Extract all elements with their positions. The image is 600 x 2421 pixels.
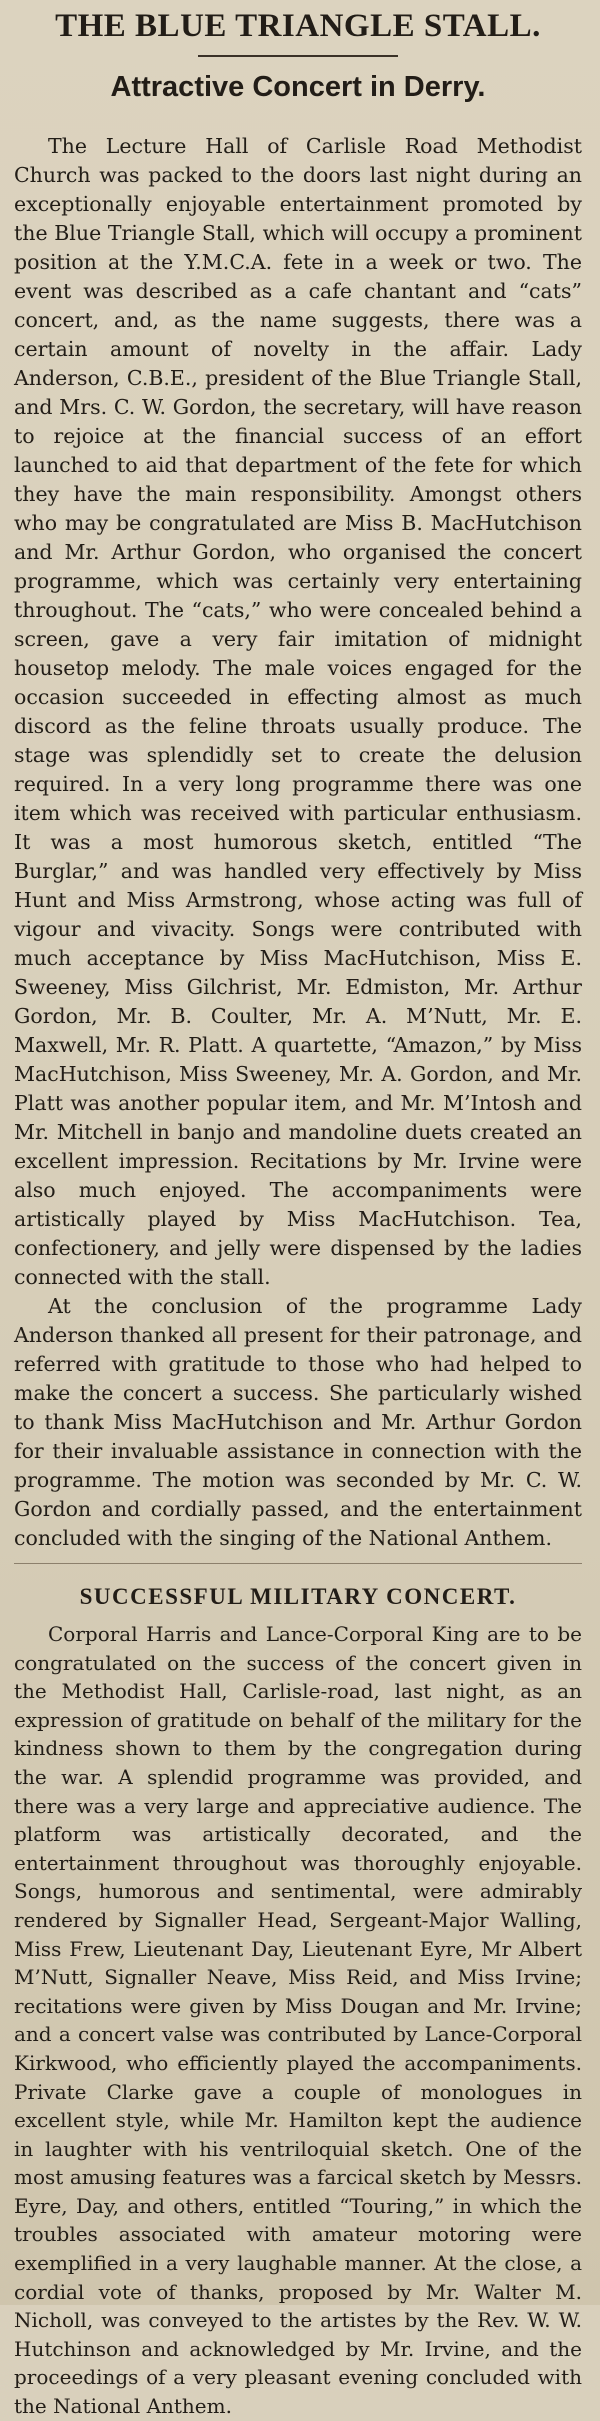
article-paragraph-2: At the conclusion of the programme Lady Anderson thanked all present for their patronage, and referred with gratitude to those who had helped to make the concert a success. She particularly wished to thank Miss MacHutchison and Mr. Arthur Gordon for their invaluable assistance in connection with the programme. The motion was seconded by Mr. C. W. Gordon and cordially passed, and the entertainment concluded with the singing of the National Anthem. (14, 1294, 582, 1550)
second-article-paragraph-1: Corporal Harris and Lance-Corporal King are to be congratulated on the success of the concert given in the Methodist Hall, Carlisle-road, last night, as an expression of gratitude on behalf of the military for the kindness shown to them by the congregation during the war. A splendid programme was provided, and there was a very large and appreciative audience. The platform was artistically decorated, and the entertainment throughout was thoroughly enjoyable. Songs, humorous and sentimental, were admirably rendered by Signaller Head, Sergeant-Major Walling, Miss Frew, Lieutenant Day, Lieutenant Eyre, Mr Albert M’Nutt, Signaller Neave, Miss Reid, and Miss Irvine; recitations were given by Miss Dougan and Mr. Irvine; and a concert valse was contributed by Lance-Corporal Kirkwood, who efficiently played the accompaniments. Private Clarke gave a couple of monologues in excellent style, while Mr. Hamilton kept the audience in laughter with his ventriloquial sketch. One of the most amusing features was a farcical sketch by Messrs. Eyre, Day, and others, entitled “Touring,” in which the troubles associated with amateur motoring were exemplified in a very laughable manner. At the close, a cordial vote of thanks, proposed by Mr. Walter M. Nicholl, was conveyed to the artistes by the Rev. W. W. Hutchinson and acknowledged by Mr. Irvine, and the proceedings of a very pleasant evening concluded with the National Anthem. (14, 1622, 582, 2419)
headline-rule (198, 55, 398, 57)
subheadline: Attractive Concert in Derry. (110, 71, 486, 103)
section-divider (14, 1563, 582, 1564)
second-article-title: SUCCESSFUL MILITARY CONCERT. (79, 1584, 517, 1609)
article-military-concert (14, 1584, 582, 2421)
article-paragraph-1: The Lecture Hall of Carlisle Road Methodist Church was packed to the doors last night during an exceptionally enjoyable entertainment promoted by the Blue Triangle Stall, which will occupy a prominent position at the Y.M.C.A. fete in a week or two. The event was described as a cafe chantant and “cats” concert, and, as the name suggests, there was a certain amount of novelty in the affair. Lady Anderson, C.B.E., president of the Blue Triangle Stall, and Mrs. C. W. Gordon, the secretary, will have reason to rejoice at the financial success of an effort launched to aid that department of the fete for which they have the main responsibility. Amongst others who may be congratulated are Miss B. MacHutchison and Mr. Arthur Gordon, who organised the concert programme, which was certainly very entertaining throughout. The “cats,” who were concealed behind a screen, gave a very fair imitation of midnight housetop melody. The male voices engaged for the occasion succeeded in effecting almost as much discord as the feline throats usually produce. The stage was splendidly set to create the delusion required. In a very long programme there was one item which was received with particular enthusiasm. It was a most humorous sketch, entitled “The Burglar,” and was handled very effectively by Miss Hunt and Miss Armstrong, whose acting was full of vigour and vivacity. Songs were contributed with much acceptance by Miss MacHutchison, Miss E. Sweeney, Miss Gilchrist, Mr. Edmiston, Mr. Arthur Gordon, Mr. B. Coulter, Mr. A. M’Nutt, Mr. E. Maxwell, Mr. R. Platt. A quartette, “Amazon,” by Miss MacHutchison, Miss Sweeney, Mr. A. Gordon, and Mr. Platt was another popular item, and Mr. M’Intosh and Mr. Mitchell in banjo and mandoline duets created an excellent impression. Recitations by Mr. Irvine were also much enjoyed. The accompaniments were artistically played by Miss MacHutchison. Tea, confectionery, and jelly were dispensed by the ladies connected with the stall. (14, 134, 582, 1289)
headline: THE BLUE TRIANGLE STALL. (55, 8, 541, 44)
article-blue-triangle (14, 8, 582, 1553)
